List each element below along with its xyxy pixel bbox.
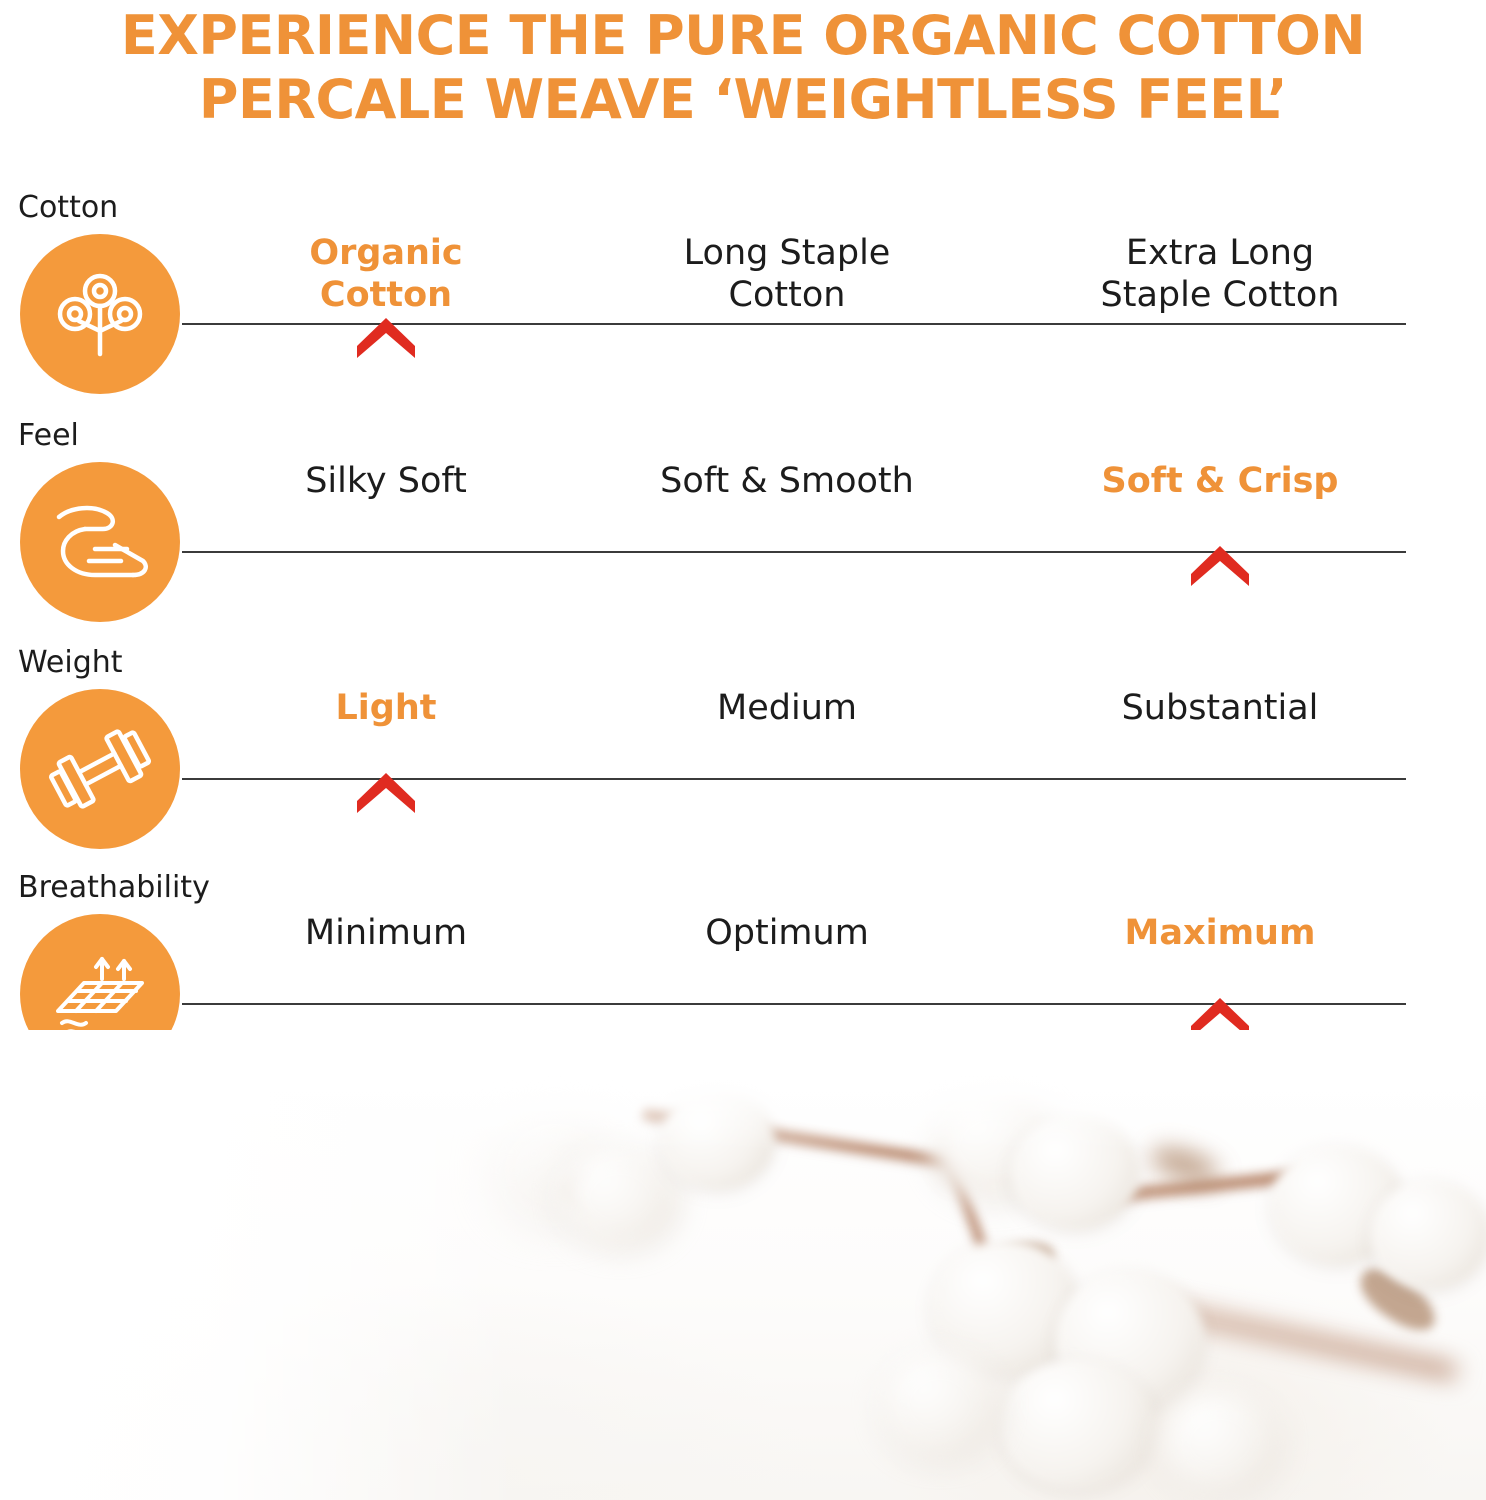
photo-cotton-boll — [1160, 1390, 1280, 1495]
row-label-feel: Feel — [18, 418, 79, 453]
comparison-chart — [0, 190, 1486, 1110]
cotton-boll-icon — [20, 234, 180, 394]
option-cotton-organic[interactable] — [236, 232, 536, 316]
page-title-line-2: PERCALE WEAVE ‘WEIGHTLESS FEEL’ — [198, 68, 1288, 131]
option-cotton-long-staple-l1: Long Staple — [683, 233, 891, 273]
row-label-weight: Weight — [18, 645, 123, 680]
option-cotton-organic-l2: Cotton — [319, 275, 453, 315]
option-feel-silky-soft[interactable]: Silky Soft — [305, 461, 467, 501]
page-title — [0, 4, 1486, 132]
option-feel-soft-smooth[interactable]: Soft & Smooth — [660, 461, 914, 501]
row-label-cotton: Cotton — [18, 190, 119, 225]
option-weight-substantial[interactable]: Substantial — [1121, 688, 1319, 728]
option-cotton-extra-long-staple-l2: Staple Cotton — [1100, 275, 1340, 315]
option-cotton-long-staple-l2: Cotton — [728, 275, 846, 315]
option-breathability-maximum[interactable]: Maximum — [1124, 913, 1316, 953]
option-cotton-organic-l1: Organic — [309, 233, 463, 273]
selection-chevron-icon — [355, 316, 417, 360]
dumbbell-icon — [20, 689, 180, 849]
option-feel-soft-crisp[interactable]: Soft & Crisp — [1101, 461, 1339, 501]
page-title-line-1: EXPERIENCE THE PURE ORGANIC COTTON — [120, 4, 1366, 67]
photo-cotton-boll — [880, 1350, 1000, 1460]
selection-chevron-icon — [1189, 544, 1251, 588]
photo-cotton-boll — [1000, 1360, 1155, 1490]
option-cotton-extra-long-staple[interactable] — [1070, 232, 1370, 316]
option-breathability-minimum[interactable]: Minimum — [304, 913, 468, 953]
option-breathability-optimum[interactable]: Optimum — [705, 913, 869, 953]
option-weight-medium[interactable]: Medium — [717, 688, 857, 728]
photo-cotton-boll — [1370, 1180, 1486, 1290]
hand-touch-icon — [20, 462, 180, 622]
option-cotton-long-staple[interactable] — [637, 232, 937, 316]
selection-chevron-icon — [355, 771, 417, 815]
cotton-branch-photo — [0, 1030, 1486, 1500]
photo-top-fade — [0, 1030, 1486, 1150]
row-label-breathability: Breathability — [18, 870, 210, 905]
option-weight-light[interactable]: Light — [335, 688, 437, 728]
option-cotton-extra-long-staple-l1: Extra Long — [1125, 233, 1315, 273]
photo-cotton-boll — [560, 1145, 680, 1250]
